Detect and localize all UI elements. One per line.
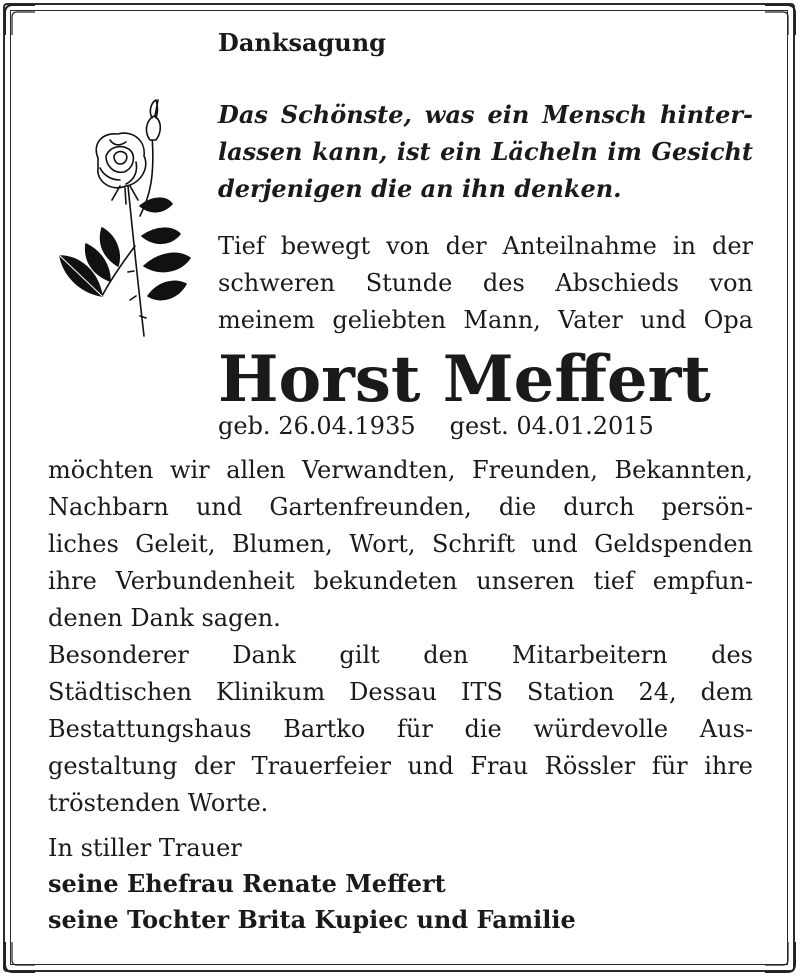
corner-top-left-icon xyxy=(3,3,37,37)
intro-text xyxy=(218,228,753,339)
birth-date: geb. 26.04.1935 xyxy=(218,412,416,440)
thanks-body xyxy=(48,452,753,822)
body-line-5: denen Dank sagen. xyxy=(48,604,281,632)
corner-top-right-icon xyxy=(763,3,797,37)
body-line-1: möchten wir allen Verwandten, Freunden, Bekannten, xyxy=(48,456,753,484)
body-line-2: Nachbarn und Gartenfreunden, die durch persön- xyxy=(48,493,753,521)
body-line-4: ihre Verbundenheit bekundeten unseren tief empfun- xyxy=(48,567,753,595)
body-line-3: liches Geleit, Blumen, Wort, Schrift und Geldspenden xyxy=(48,530,753,558)
death-date: gest. 04.01.2015 xyxy=(449,412,654,440)
deceased-name: Horst Meffert xyxy=(218,342,711,417)
corner-bottom-left-icon xyxy=(3,940,37,974)
quote-line-2: lassen kann, ist ein Lächeln im Gesicht xyxy=(218,137,753,166)
body-line-8: Bestattungshaus Bartko für die würdevolle Aus- xyxy=(48,715,753,743)
intro-line-2: schweren Stunde des Abschieds von xyxy=(218,269,753,297)
body-line-7: Städtischen Klinikum Dessau ITS Station 24, dem xyxy=(48,678,753,706)
rose-illustration-icon xyxy=(40,96,200,346)
intro-line-3: meinem geliebten Mann, Vater und Opa xyxy=(218,306,753,334)
memorial-quote xyxy=(218,96,753,207)
signature-intro: In stiller Trauer xyxy=(48,834,242,862)
body-line-9: gestaltung der Trauerfeier und Frau Rössler für ihre xyxy=(48,752,753,780)
heading-danksagung: Danksagung xyxy=(218,28,386,57)
body-line-6: Besonderer Dank gilt den Mitarbeitern des xyxy=(48,641,753,669)
body-line-10: tröstenden Worte. xyxy=(48,789,269,817)
quote-line-1: Das Schönste, was ein Mensch hinter- xyxy=(218,100,753,129)
intro-line-1: Tief bewegt von der Anteilnahme in der xyxy=(218,232,753,260)
signature-block xyxy=(48,830,576,938)
life-dates xyxy=(218,412,654,440)
signature-line-1: seine Ehefrau Renate Meffert xyxy=(48,869,446,898)
corner-bottom-right-icon xyxy=(763,940,797,974)
quote-line-3: derjenigen die an ihn denken. xyxy=(218,174,622,203)
signature-line-2: seine Tochter Brita Kupiec und Familie xyxy=(48,905,576,934)
